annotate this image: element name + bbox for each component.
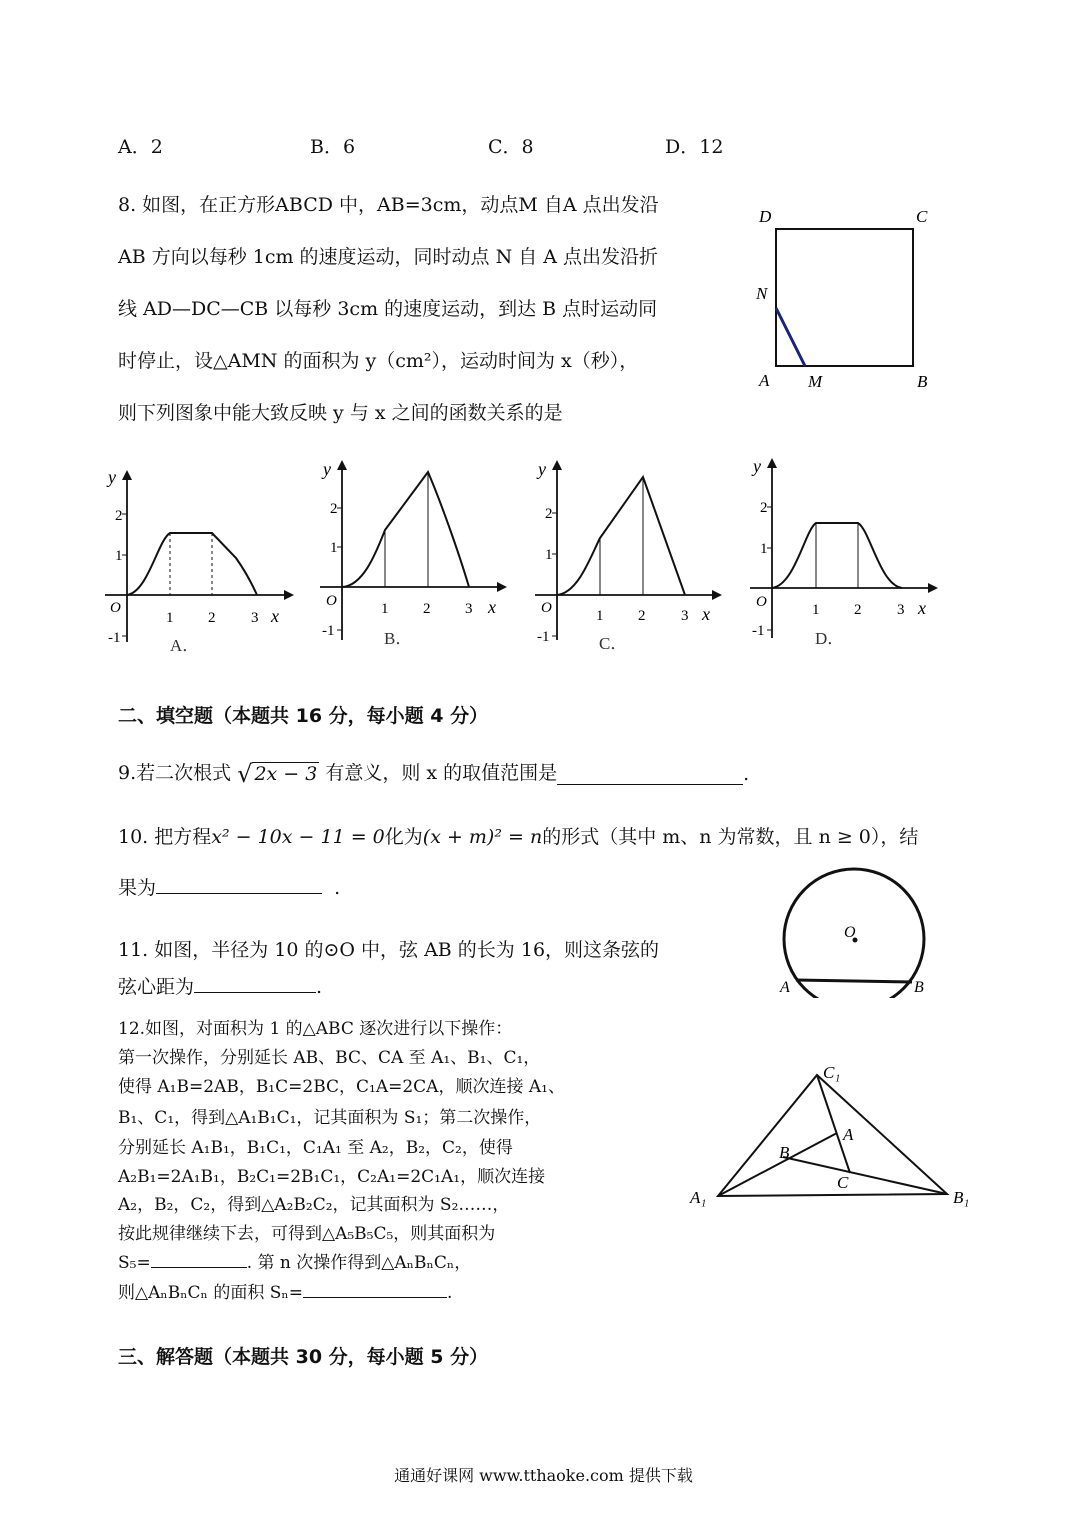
graph-d-xtick-2: 2	[854, 602, 862, 618]
label-c: C	[916, 207, 928, 226]
q10-line2-text: 果为	[118, 877, 157, 899]
graph-a-xtick-2: 2	[208, 610, 216, 626]
graph-c-y-label: y	[538, 459, 546, 479]
q12-s5-label: S₅=	[118, 1253, 151, 1273]
graph-d-xtick-3: 3	[897, 602, 905, 618]
graph-c-xtick-1: 1	[596, 608, 604, 624]
q12-line9-rest: . 第 n 次操作得到△AₙBₙCₙ，	[246, 1253, 472, 1273]
graph-d-tick-2: 2	[760, 500, 768, 516]
q10-form: (x + m)² = n	[422, 826, 543, 848]
q11-line2-text: 弦心距为	[118, 976, 195, 998]
graph-a-caption: A．	[170, 636, 200, 655]
q9-suffix: 有意义，则 x 的取值范围是	[325, 762, 558, 784]
option-a: A．2	[118, 136, 163, 158]
q8-line3: 线 AD—DC—CB 以每秒 3cm 的速度运动，到达 B 点时运动同	[118, 298, 658, 320]
graph-a	[105, 467, 292, 655]
q12-end: .	[446, 1283, 453, 1303]
graph-c-xtick-3: 3	[681, 608, 689, 624]
q9-answer-blank[interactable]	[557, 764, 743, 785]
graph-c-tick-1: 1	[545, 547, 553, 563]
q12-s5-blank[interactable]	[151, 1251, 247, 1268]
graph-a-y-label: y	[108, 467, 116, 487]
square-abcd-figure	[745, 200, 945, 400]
graph-c-xtick-2: 2	[638, 608, 646, 624]
graph-d-tick-1: 1	[760, 541, 768, 557]
graph-c-tick-m1: -1	[537, 629, 550, 645]
graph-d-caption: D．	[815, 629, 845, 648]
graph-a-tick-m1: -1	[108, 630, 121, 646]
q11-end: .	[316, 976, 323, 998]
q9-end: .	[743, 763, 750, 785]
q9-prefix: 9.若二次根式	[118, 762, 232, 784]
q11-line2	[118, 972, 322, 999]
graph-d-y-label: y	[753, 456, 761, 476]
q12-line8: 按此规律继续下去，可得到△A₅B₅C₅，则其面积为	[118, 1224, 496, 1244]
graph-b-xtick-2: 2	[423, 601, 431, 617]
q10-equation: x² − 10x − 11 = 0	[211, 826, 385, 848]
q10-prefix: 10. 把方程	[118, 826, 212, 848]
section3-title: 三、解答题（本题共 30 分，每小题 5 分）	[118, 1346, 489, 1368]
q12-sn-blank[interactable]	[303, 1281, 447, 1298]
page-footer: 通通好课网 www.tthaoke.com 提供下载	[394, 1466, 693, 1485]
q8-line2: AB 方向以每秒 1cm 的速度运动，同时动点 N 自 A 点出发沿折	[118, 246, 659, 268]
label-a: A	[780, 979, 790, 996]
graph-b-x-label: x	[488, 597, 496, 617]
label-a1: A₁	[690, 1188, 707, 1207]
q12-line9	[118, 1248, 471, 1273]
q10-middle: 化为	[384, 826, 423, 848]
graph-b-caption: B．	[384, 629, 413, 648]
q12-sn-label: 则△AₙBₙCₙ 的面积 Sₙ=	[118, 1283, 303, 1303]
label-b: B	[917, 372, 928, 391]
label-c-inner: C	[837, 1173, 849, 1192]
q11-answer-blank[interactable]	[194, 974, 316, 993]
graph-b-y-label: y	[323, 459, 331, 479]
q10-answer-blank[interactable]	[156, 875, 322, 894]
graph-b-xtick-3: 3	[465, 601, 473, 617]
graph-d-origin: O	[756, 594, 767, 610]
graph-b-tick-m1: -1	[322, 623, 335, 639]
q12-line10	[118, 1278, 452, 1303]
graph-b-xtick-1: 1	[381, 601, 389, 617]
q11-line1: 11. 如图，半径为 10 的⊙O 中，弦 AB 的长为 16，则这条弦的	[118, 939, 660, 961]
answer-graphs	[0, 450, 1087, 665]
graph-d	[750, 456, 936, 648]
q8-line5: 则下列图象中能大致反映 y 与 x 之间的函数关系的是	[118, 402, 563, 424]
graph-b-origin: O	[326, 593, 337, 609]
graph-d-tick-m1: -1	[752, 623, 765, 639]
q10-line1	[118, 822, 918, 849]
graph-c-tick-2: 2	[545, 506, 553, 522]
q8-line4: 时停止，设△AMN 的面积为 y（cm²），运动时间为 x（秒），	[118, 350, 639, 372]
graph-d-xtick-1: 1	[812, 602, 820, 618]
q12-line4: B₁、C₁，得到△A₁B₁C₁，记其面积为 S₁；第二次操作，	[118, 1108, 542, 1128]
option-c: C．8	[488, 136, 534, 158]
q9-radicand: 2x − 3	[254, 763, 318, 785]
q12-line1: 12.如图，对面积为 1 的△ABC 逐次进行以下操作：	[118, 1019, 513, 1039]
q12-line3: 使得 A₁B=2AB，B₁C=2BC，C₁A=2CA，顺次连接 A₁、	[118, 1077, 565, 1097]
q8-line1: 8. 如图，在正方形ABCD 中，AB=3cm，动点M 自A 点出发沿	[118, 194, 659, 216]
circle-o-figure	[770, 858, 940, 998]
graph-a-tick-2: 2	[115, 508, 123, 524]
q9-radical	[237, 760, 319, 788]
q10-end: .	[334, 877, 341, 899]
label-b: B	[914, 979, 924, 996]
graph-a-xtick-1: 1	[166, 610, 174, 626]
sqrt-symbol: √	[237, 760, 253, 788]
label-b1: B₁	[953, 1188, 970, 1207]
label-n: N	[756, 284, 768, 303]
graph-b-tick-1: 1	[330, 540, 338, 556]
graph-c-origin: O	[541, 600, 552, 616]
label-c1: C₁	[823, 1063, 841, 1082]
q10-suffix: 的形式（其中 m、n 为常数，且 n ≥ 0），结	[542, 826, 919, 848]
label-d: D	[759, 207, 772, 226]
section2-title: 二、填空题（本题共 16 分，每小题 4 分）	[118, 705, 489, 727]
graph-d-x-label: x	[918, 598, 926, 618]
label-o: O	[844, 924, 856, 941]
graph-a-x-label: x	[271, 606, 279, 626]
graph-a-xtick-3: 3	[251, 610, 259, 626]
graph-c	[535, 459, 720, 653]
q10-line2	[118, 873, 340, 900]
q12-line6: A₂B₁=2A₁B₁，B₂C₁=2B₁C₁，C₂A₁=2C₁A₁，顺次连接	[118, 1167, 546, 1187]
graph-c-caption: C．	[599, 634, 628, 653]
graph-a-origin: O	[110, 600, 121, 616]
graph-a-tick-1: 1	[115, 548, 123, 564]
label-b-inner: B	[779, 1143, 790, 1162]
label-m: M	[808, 372, 823, 391]
q12-line2: 第一次操作，分别延长 AB、BC、CA 至 A₁、B₁、C₁，	[118, 1048, 541, 1068]
label-a-inner: A	[843, 1125, 854, 1144]
graph-b	[320, 459, 505, 648]
graph-c-x-label: x	[702, 604, 710, 624]
graph-b-tick-2: 2	[330, 501, 338, 517]
q12-line7: A₂，B₂，C₂，得到△A₂B₂C₂，记其面积为 S₂……，	[118, 1195, 510, 1215]
option-b: B．6	[310, 136, 356, 158]
q9-line	[118, 758, 750, 788]
q12-line5: 分别延长 A₁B₁，B₁C₁，C₁A₁ 至 A₂，B₂，C₂，使得	[118, 1138, 513, 1158]
option-d: D．12	[665, 136, 724, 158]
triangle-abc-figure	[685, 1058, 985, 1218]
label-a: A	[759, 371, 770, 390]
